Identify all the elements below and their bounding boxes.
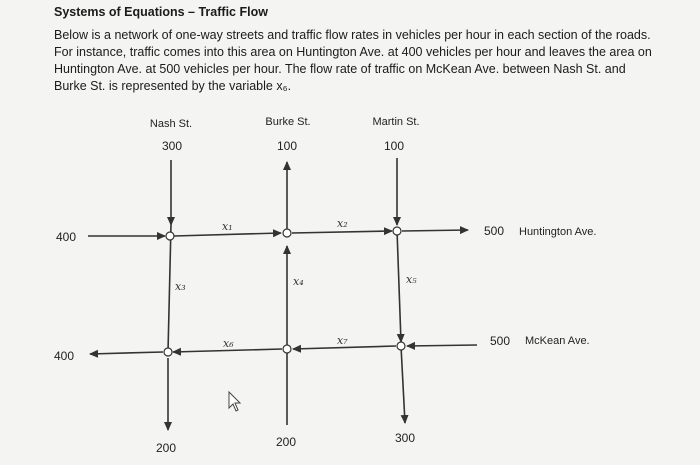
intro-text: Below is a network of one-way streets and traffic flow rates in vehicles per hour in each section of the roads. For instance, traffic comes into this area on Huntington Ave. at 400 vehicles per hour and leaves the area on Huntington Ave. at 500 vehicles per hour. The flow rate of traffic on McKean Ave. between Nash St. and Burke St. is represented by the variable bbox=[54, 28, 652, 93]
mckean-in-flow: 500 bbox=[490, 334, 511, 348]
var-x1: x₁ bbox=[222, 220, 233, 233]
huntington-out-flow: 500 bbox=[484, 224, 505, 238]
mckean-inflow-arrow bbox=[407, 345, 477, 346]
var-x3: x₃ bbox=[175, 280, 186, 293]
burke-top-flow: 100 bbox=[276, 139, 298, 153]
intro-end: . bbox=[287, 79, 292, 93]
nash-bottom-flow: 200 bbox=[155, 441, 177, 455]
nash-segment-x3 bbox=[168, 225, 171, 352]
huntington-in-flow: 400 bbox=[56, 230, 77, 244]
var-x5: x₅ bbox=[406, 273, 417, 286]
mckean-outflow-arrow bbox=[90, 352, 163, 354]
var-x7: x₇ bbox=[337, 334, 348, 347]
problem-title: Systems of Equations – Traffic Flow bbox=[54, 5, 268, 19]
intersection-martin-mckean bbox=[397, 342, 405, 350]
var-x2: x₂ bbox=[337, 217, 348, 230]
intersection-burke-mckean bbox=[283, 345, 291, 353]
huntington-ave-label: Huntington Ave. bbox=[519, 226, 597, 238]
martin-bottom-flow: 300 bbox=[394, 431, 416, 445]
huntington-segment-x1 bbox=[174, 233, 281, 236]
intersection-nash-huntington bbox=[166, 232, 174, 240]
huntington-outflow-arrow bbox=[402, 230, 468, 231]
huntington-segment-x2 bbox=[292, 231, 392, 233]
martin-outflow-arrow bbox=[401, 346, 405, 423]
mouse-cursor-icon bbox=[229, 392, 240, 411]
burke-bottom-flow: 200 bbox=[275, 435, 297, 449]
nash-top-flow: 300 bbox=[161, 139, 183, 153]
burke-st-label: Burke St. bbox=[265, 116, 311, 128]
intersection-nash-mckean bbox=[164, 348, 172, 356]
martin-st-label: Martin St. bbox=[372, 116, 420, 128]
martin-segment-x5 bbox=[397, 230, 401, 342]
intro-variable: x₆ bbox=[276, 79, 288, 93]
mckean-out-flow: 400 bbox=[54, 349, 75, 363]
var-x4: x₄ bbox=[293, 275, 304, 288]
intersection-burke-huntington bbox=[283, 229, 291, 237]
var-x6: x₆ bbox=[223, 337, 234, 350]
martin-top-flow: 100 bbox=[383, 139, 405, 153]
nash-st-label: Nash St. bbox=[149, 118, 193, 130]
intersection-martin-huntington bbox=[393, 227, 401, 235]
mckean-ave-label: McKean Ave. bbox=[525, 335, 590, 347]
